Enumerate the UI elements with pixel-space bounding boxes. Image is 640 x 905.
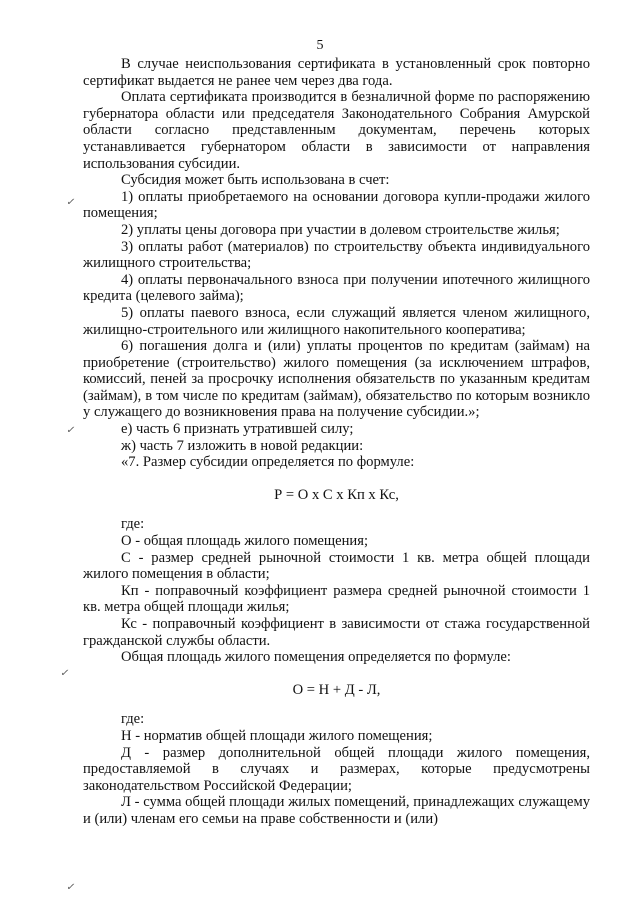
- margin-mark: ✓: [66, 425, 75, 436]
- definition: Н - норматив общей площади жилого помещения;: [121, 727, 433, 744]
- paragraph: В случае неиспользования сертификата в установленный срок повторно сертификат выдается не ранее чем через два года.: [83, 56, 590, 89]
- document-body: [83, 56, 590, 828]
- definition: С - размер средней рыночной стоимости 1 кв. метра общей площади жилого помещения в области;: [83, 549, 590, 583]
- paragraph: е) часть 6 признать утратившей силу;: [121, 421, 354, 438]
- paragraph: ж) часть 7 изложить в новой редакции:: [121, 437, 364, 454]
- where-label: где:: [121, 711, 145, 728]
- definition: Кп - поправочный коэффициент размера средней рыночной стоимости 1 кв. метра общей площади жилья;: [83, 582, 590, 616]
- margin-mark: ✓: [66, 197, 75, 208]
- where-label: где:: [121, 516, 145, 533]
- list-item: 3) оплаты работ (материалов) по строительству объекта индивидуального жилищного строительства;: [83, 238, 590, 272]
- definition: О - общая площадь жилого помещения;: [121, 533, 369, 550]
- paragraph: Оплата сертификата производится в безналичной форме по распоряжению губернатора области или председателя Законодательного Собрания Амурской области согласно представленным документам, перечень которых устанавливается губернатором области в зависимости от направления использования субсидии.: [83, 89, 590, 172]
- list-item: 5) оплаты паевого взноса, если служащий является членом жилищного, жилищно-строительного или жилищного накопительного кооператива;: [83, 304, 590, 338]
- definition: Л - сумма общей площади жилых помещений, принадлежащих служащему и (или) членам его семьи на праве собственности и (или): [83, 794, 590, 827]
- list-item: 4) оплаты первоначального взноса при получении ипотечного жилищного кредита (целевого займа);: [83, 271, 590, 305]
- paragraph: «7. Размер субсидии определяется по формуле:: [121, 454, 415, 471]
- list-item: 6) погашения долга и (или) уплаты процентов по кредитам (займам) на приобретение (строительство) жилого помещения (за исключением штрафов, комиссий, пеней за просрочку исполнения обязательств по указанным кредитам (займам), в том числе по кредитам (займам), обязательство по которым возникло у служащего до возникновения права на получение субсидии.»;: [83, 338, 590, 421]
- area-formula: О = Н + Д - Л,: [292, 681, 381, 698]
- list-item: 1) оплаты приобретаемого на основании договора купли-продажи жилого помещения;: [83, 188, 590, 222]
- list-item: 2) уплаты цены договора при участии в долевом строительстве жилья;: [121, 221, 560, 238]
- page-number: 5: [316, 38, 324, 53]
- margin-mark: ✓: [60, 668, 69, 679]
- paragraph: Общая площадь жилого помещения определяется по формуле:: [121, 649, 511, 666]
- paragraph: Субсидия может быть использована в счет:: [121, 172, 390, 189]
- definition: Д - размер дополнительной общей площади жилого помещения, предоставляемой в случаях и размерах, которые предусмотрены законодательством Российской Федерации;: [83, 744, 590, 794]
- definition: Кс - поправочный коэффициент в зависимости от стажа государственной гражданской службы области.: [83, 616, 590, 649]
- subsidy-formula: Р = О х С х Кп х Кс,: [274, 486, 399, 503]
- margin-mark: ✓: [66, 882, 75, 893]
